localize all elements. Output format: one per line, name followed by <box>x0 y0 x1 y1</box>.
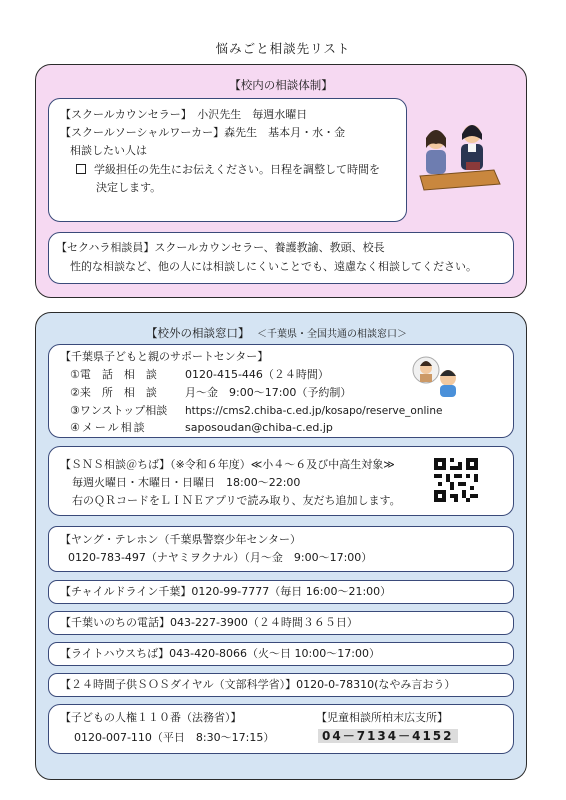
page-title: 悩みごと相談先リスト <box>215 41 351 56</box>
counselor-line: 【スクールカウンセラー】 小沢先生 毎週水曜日 <box>60 108 308 121</box>
counseling-illustration-icon <box>410 354 466 398</box>
chiba-row-label: ②来 所 相 談 <box>70 386 157 399</box>
jidou-phone-number[interactable]: 04－7134－4152 <box>318 729 458 743</box>
chiba-row-label: ③ワンストップ相談 <box>70 404 168 417</box>
chiba-row-value: 月～金 9:00～17:00（予約制） <box>185 386 352 399</box>
internal-header: 【校内の相談体制】 <box>229 78 333 92</box>
chiba-center-title: 【千葉県子どもと親のサポートセンター】 <box>60 350 269 363</box>
instruction-text: 学級担任の先生にお伝えください。日程を調整して時間を <box>94 163 380 176</box>
jidou-phone <box>318 729 458 744</box>
harassment-line-2: 性的な相談など、他の人には相談しにくいことでも、遠慮なく相談してください。 <box>70 260 477 273</box>
external-header-title: 【校外の相談窓口】 <box>146 326 250 340</box>
instruction-line-1 <box>76 163 380 177</box>
inochi-text: 【千葉いのちの電話】043-227-3900（２４時間３６５日） <box>60 616 358 629</box>
chiba-row-value: 0120-415-446（２４時間） <box>185 368 329 381</box>
young-telephone-title: 【ヤング・テレホン（千葉県警察少年センター） <box>60 533 302 546</box>
social-worker-line: 【スクールソーシャルワーカー】森先生 基本月・水・金 <box>60 126 346 139</box>
harassment-box <box>48 232 514 284</box>
sns-line-1: 【ＳＮＳ相談＠ちば】（※令和６年度）≪小４～６及び中高生対象≫ <box>60 458 395 471</box>
chiba-row-value[interactable]: saposoudan@chiba-c.ed.jp <box>185 421 333 434</box>
childline-text: 【チャイルドライン千葉】0120-99-7777（毎日 16:00～21:00） <box>60 585 392 598</box>
jidou-title: 【児童相談所柏末広支所】 <box>316 711 448 724</box>
chiba-row-label: ①電 話 相 談 <box>70 368 157 381</box>
sns-line-3: 右のＱＲコードをＬＩＮＥアプリで読み取り、友だち追加します。 <box>72 494 401 507</box>
qr-code-icon[interactable] <box>434 458 478 502</box>
sns-line-2: 毎週火曜日・木曜日・日曜日 18:00～22:00 <box>72 476 301 489</box>
external-header-sub: ＜千葉県・全国共通の相談窓口＞ <box>257 329 407 340</box>
human-rights-detail: 0120-007-110（平日 8:30～17:15） <box>74 731 275 744</box>
sos-dial-text: 【２４時間子供ＳＯＳダイヤル（文部科学省）】0120-0-78310(なやみ言おう） <box>60 678 456 691</box>
chiba-row-label: ④メール相談 <box>70 421 147 434</box>
wish-label: 相談したい人は <box>70 144 147 157</box>
lighthouse-text: 【ライトハウスちば】043-420-8066（火～日 10:00～17:00） <box>60 647 380 660</box>
young-telephone-detail: 0120-783-497（ナヤミヲクナル）（月～金 9:00～17:00） <box>68 551 373 564</box>
chiba-row-value[interactable]: https://cms2.chiba-c.ed.jp/kosapo/reserve_online <box>185 405 443 417</box>
checkbox-icon <box>76 164 86 174</box>
instruction-line-2: 決定します。 <box>96 181 162 194</box>
teacher-student-illustration-icon <box>414 114 502 194</box>
external-header <box>146 326 407 342</box>
human-rights-title: 【子どもの人権１１０番（法務省）】 <box>60 711 242 724</box>
harassment-line-1: 【セクハラ相談員】スクールカウンセラー、養護教諭、教頭、校長 <box>56 241 385 254</box>
